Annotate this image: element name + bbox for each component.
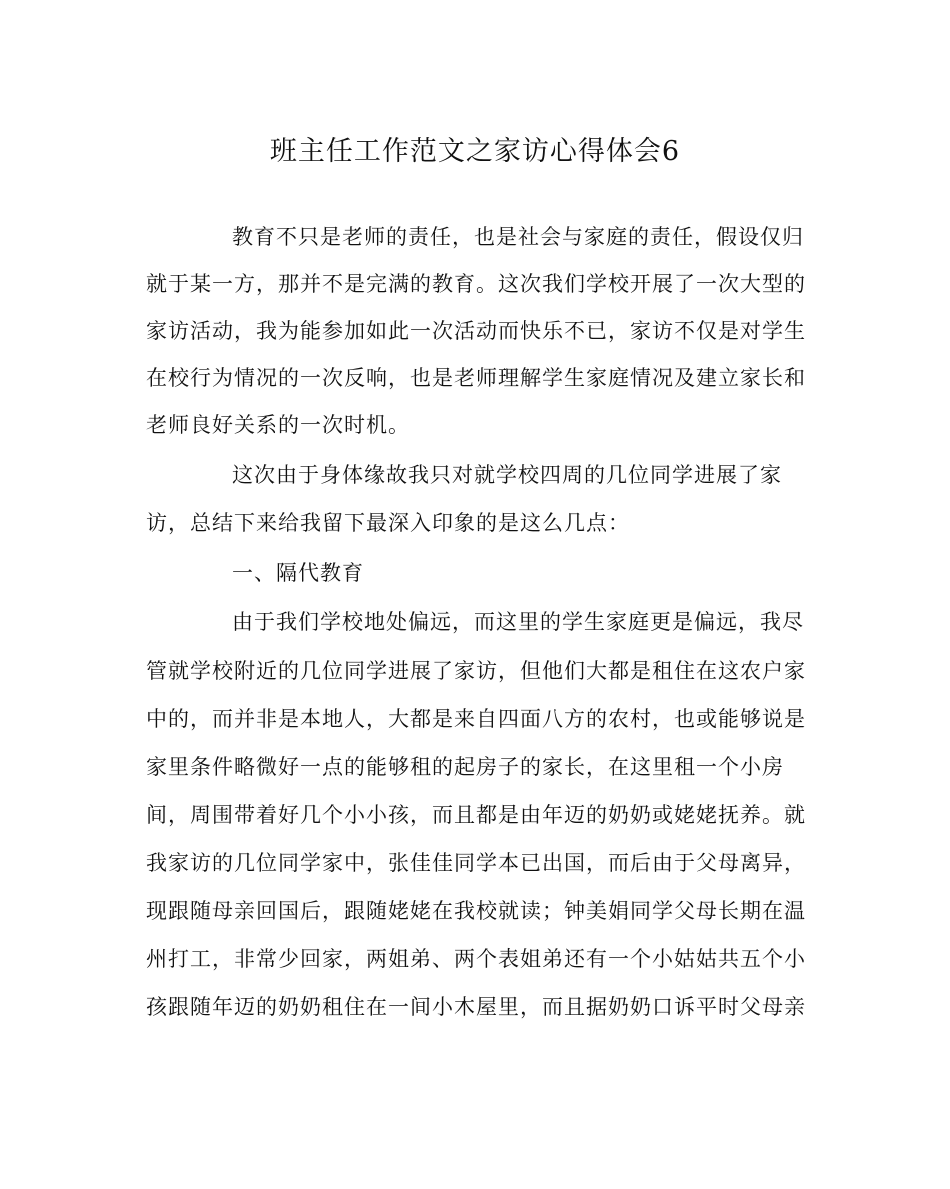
paragraph-1-line-5: 老师良好关系的一次时机。 xyxy=(146,413,410,437)
paragraph-3-line-6: 我家访的几位同学家中，张佳佳同学本已出国，而后由于父母离异， xyxy=(146,851,806,875)
paragraph-3-line-1: 由于我们学校地处偏远，而这里的学生家庭更是偏远，我尽 xyxy=(232,610,804,634)
section-heading-1: 一、隔代教育 xyxy=(232,561,364,585)
document-title: 班主任工作范文之家访心得体会6 xyxy=(269,136,681,167)
paragraph-3-line-2: 管就学校附近的几位同学进展了家访，但他们大都是租住在这农户家 xyxy=(146,659,806,683)
paragraph-3-line-4: 家里条件略微好一点的能够租的起房子的家长，在这里租一个小房 xyxy=(146,755,784,779)
paragraph-2-line-1: 这次由于身体缘故我只对就学校四周的几位同学进展了家 xyxy=(232,463,782,487)
paragraph-3-line-3: 中的，而并非是本地人，大都是来自四面八方的农村，也或能够说是 xyxy=(146,707,806,731)
paragraph-1-line-1: 教育不只是老师的责任，也是社会与家庭的责任，假设仅归 xyxy=(232,225,804,249)
paragraph-3-line-8: 州打工，非常少回家，两姐弟、两个表姐弟还有一个小姑姑共五个小 xyxy=(146,947,806,971)
paragraph-2-line-2: 访，总结下来给我留下最深入印象的是这么几点： xyxy=(146,511,630,535)
paragraph-1-line-2: 就于某一方，那并不是完满的教育。这次我们学校开展了一次大型的 xyxy=(146,272,806,296)
paragraph-3-line-5: 间，周围带着好几个小小孩，而且都是由年迈的奶奶或姥姥抚养。就 xyxy=(146,803,806,827)
paragraph-1-line-4: 在校行为情况的一次反响，也是老师理解学生家庭情况及建立家长和 xyxy=(146,366,806,390)
paragraph-3-line-7: 现跟随母亲回国后，跟随姥姥在我校就读；钟美娟同学父母长期在温 xyxy=(146,899,806,923)
paragraph-1-line-3: 家访活动，我为能参加如此一次活动而快乐不已，家访不仅是对学生 xyxy=(146,319,806,343)
paragraph-3-line-9: 孩跟随年迈的奶奶租住在一间小木屋里，而且据奶奶口诉平时父母亲 xyxy=(146,995,806,1019)
